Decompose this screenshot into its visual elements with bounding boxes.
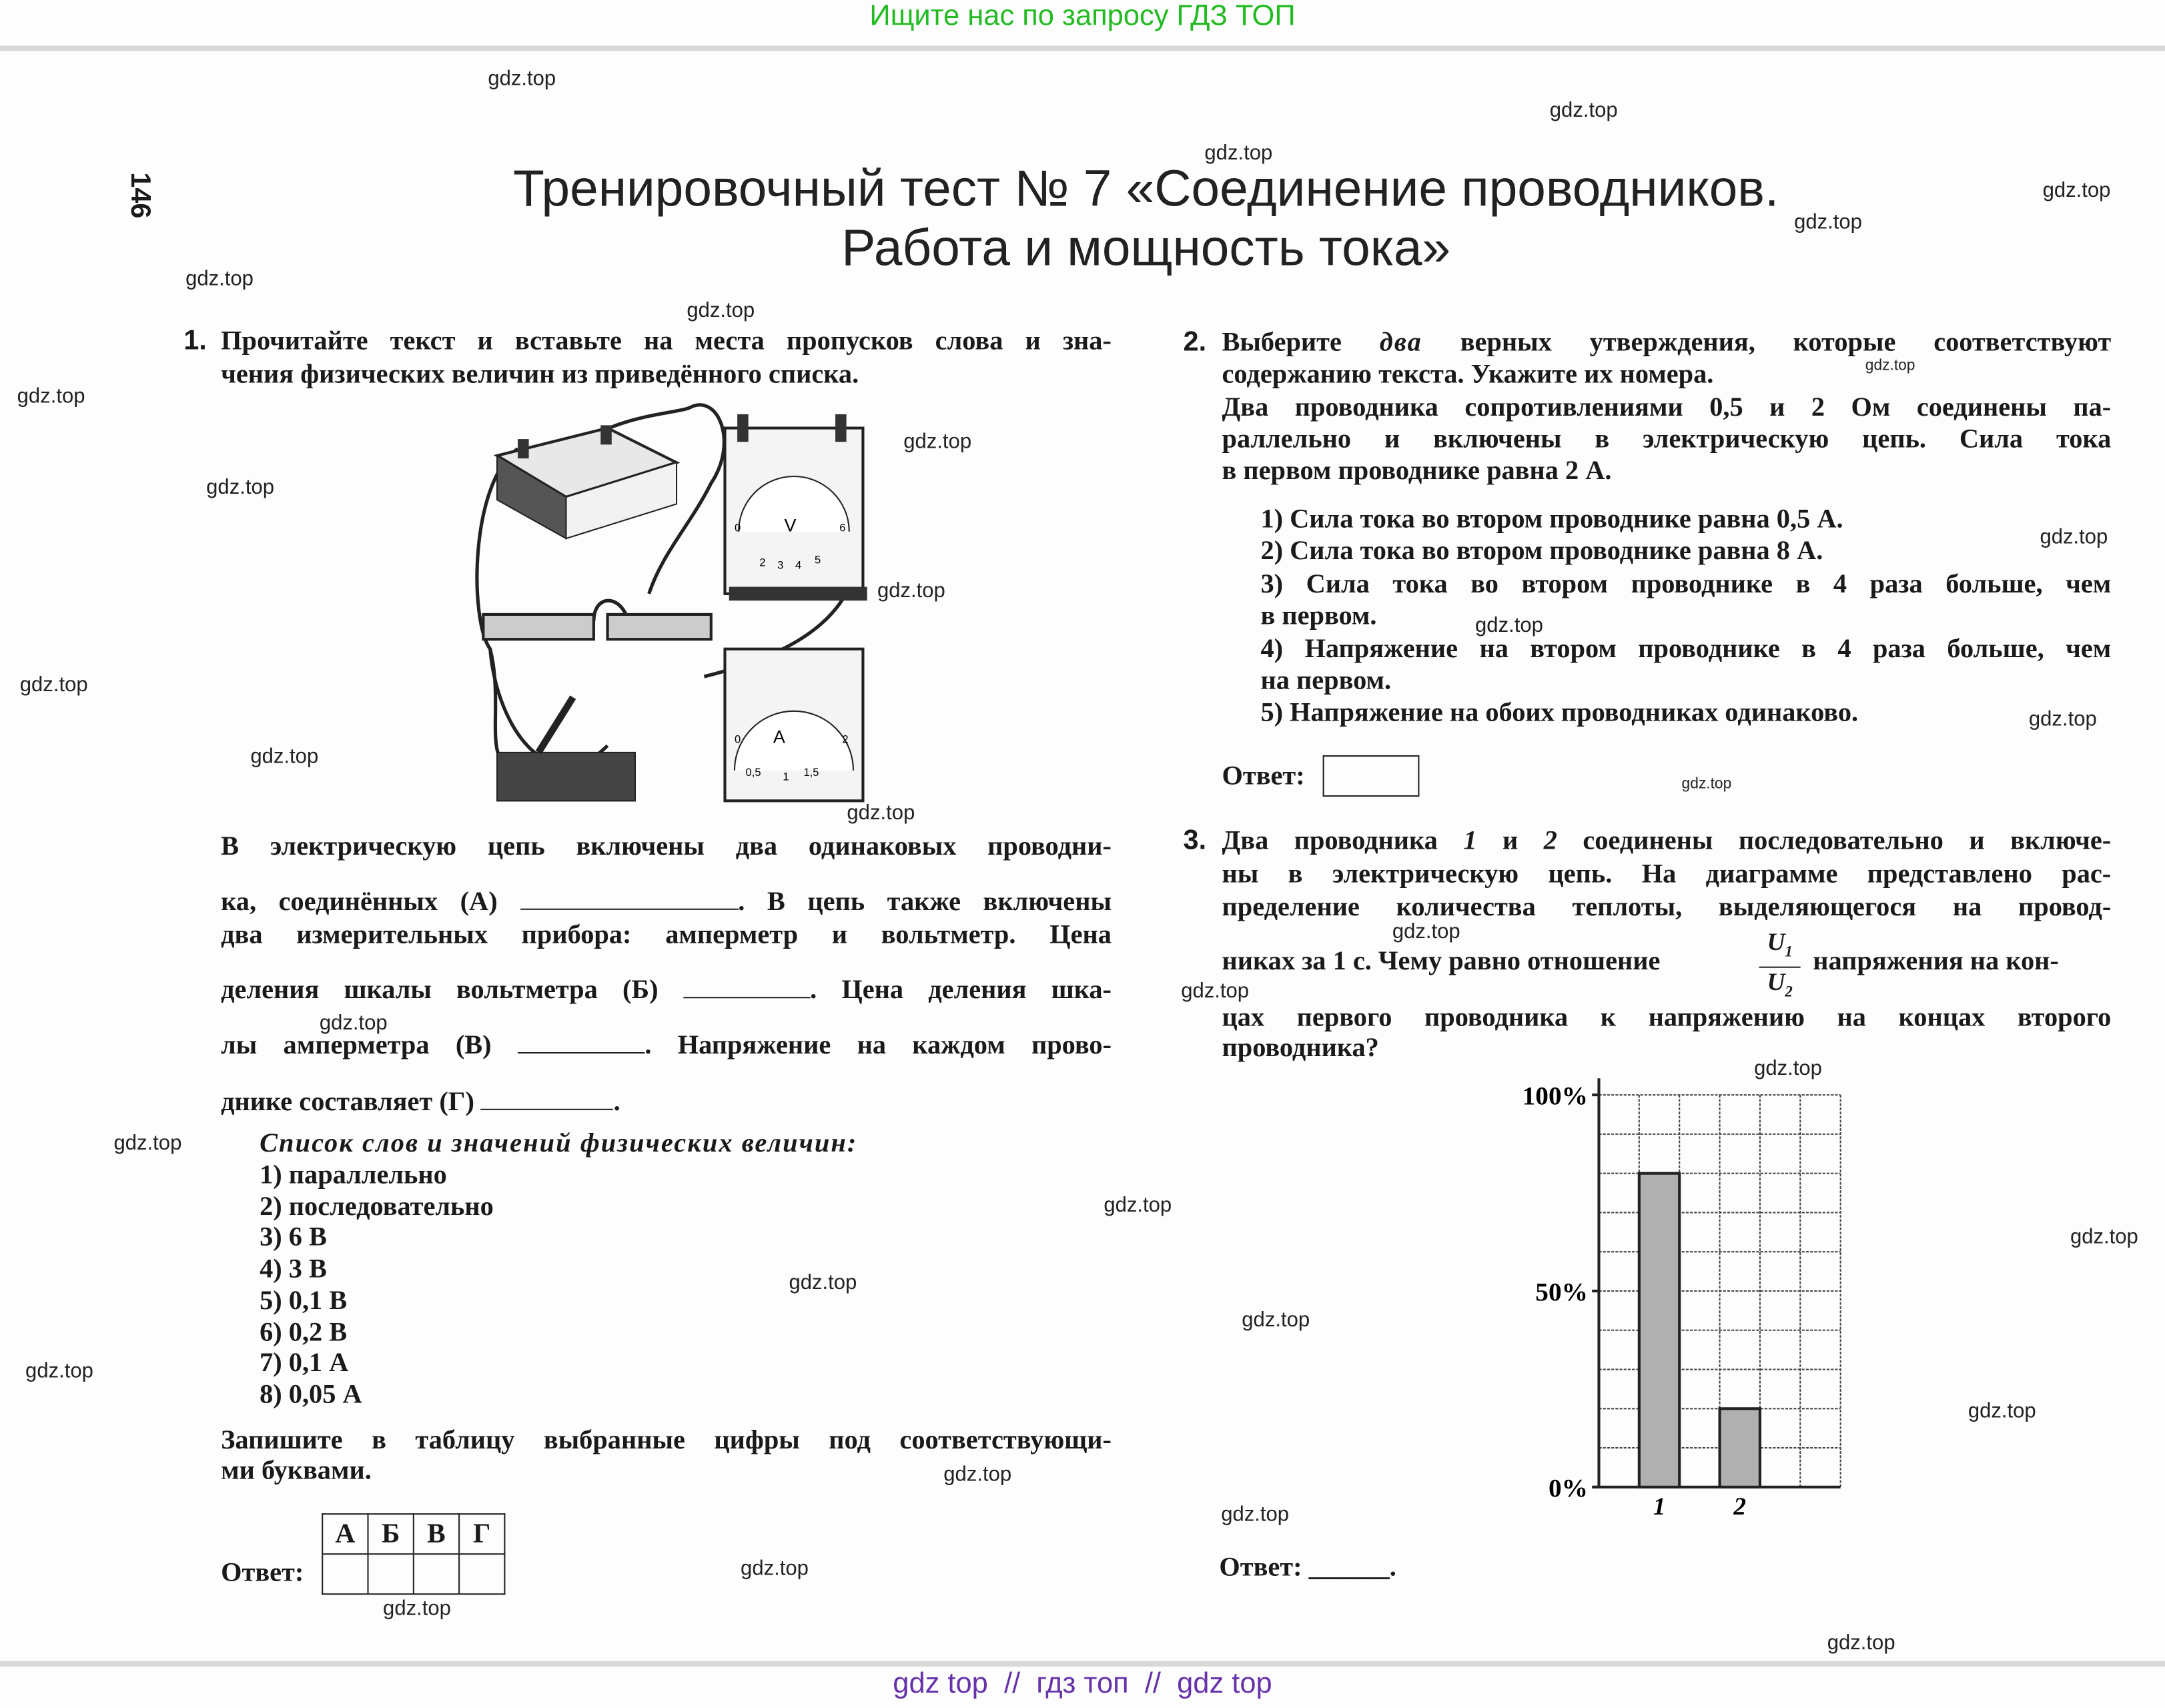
task3-answer (1219, 1553, 1396, 1584)
task3-answer-label: Ответ: (1219, 1553, 1309, 1583)
top-banner[interactable]: Ищите нас по запросу ГДЗ ТОП (869, 0, 1296, 32)
frac-den: U (1767, 967, 1785, 995)
list-title: Список слов и значений физических величин: (260, 1129, 858, 1159)
voltage-ratio-fraction (1759, 928, 1801, 1005)
watermark-text[interactable]: gdz.top (319, 1011, 388, 1035)
watermark-text[interactable]: gdz.top (847, 801, 915, 825)
watermark-text[interactable]: gdz.top (25, 1359, 93, 1383)
task1-text-4 (221, 976, 1112, 1007)
task3-text-4a: никах за 1 с. Чему равно отношение (1222, 947, 1661, 977)
title-line-1: Тренировочный тест № 7 «Соединение проводников. (513, 160, 1779, 217)
voltmeter-scale-6: 6 (839, 521, 846, 534)
table-header-b: Б (368, 1514, 414, 1554)
task3-number: 3. (1183, 825, 1207, 857)
text-a-post: . В цепь также включены (738, 887, 1112, 917)
watermark-text[interactable]: gdz.top (1827, 1631, 1895, 1655)
battery-icon (497, 425, 677, 538)
table-cell-v[interactable] (414, 1554, 459, 1594)
answer-table (322, 1513, 505, 1595)
watermark-text[interactable]: gdz.top (19, 673, 88, 697)
voltmeter-icon (725, 414, 867, 600)
word-list-item: 1) параллельно (260, 1161, 447, 1190)
watermark-text[interactable]: gdz.top (2070, 1225, 2138, 1249)
heat-distribution-chart (1505, 1063, 1864, 1533)
table-header-a: А (322, 1514, 368, 1554)
task3-text-1 (1222, 827, 2112, 858)
task2-text-3: в первом проводнике равна 2 А. (1222, 457, 1612, 486)
bar-conductor-2 (1720, 1408, 1760, 1487)
watermark-text[interactable]: gdz.top (206, 475, 275, 500)
task2-option-3: 3) Сила тока во втором проводнике в 4 раза больше, чем (1260, 570, 2112, 600)
watermark-text[interactable]: gdz.top (943, 1462, 1012, 1486)
x-tick-label: 2 (1733, 1493, 1747, 1521)
bottom-banner[interactable]: gdz top // гдз топ // gdz top (893, 1667, 1272, 1700)
voltmeter-scale-3: 3 (777, 558, 784, 572)
ammeter-scale-1: 1 (783, 770, 789, 783)
task2-text-1: Два проводника сопротивлениями 0,5 и 2 Ом соединены па- (1222, 393, 2112, 423)
word-list-item: 4) 3 В (260, 1255, 327, 1284)
task1-text-1: В электрическую цепь включены два одинаковых проводни- (221, 832, 1112, 862)
task2-option-5: 5) Напряжение на обоих проводниках одинаково. (1260, 699, 1859, 728)
task1-answer-label: Ответ: (221, 1559, 304, 1588)
table-cell-a[interactable] (322, 1554, 368, 1594)
task2-number: 2. (1183, 327, 1207, 358)
blank-g[interactable] (481, 1090, 614, 1110)
watermark-text[interactable]: gdz.top (2040, 525, 2108, 549)
watermark-text[interactable]: gdz.top (1242, 1308, 1310, 1332)
resistor-icons (483, 614, 711, 639)
task2-intro-2: содержанию текста. Укажите их номера. (1222, 360, 1714, 390)
watermark-text[interactable]: gdz.top (1204, 141, 1273, 165)
watermark-text[interactable]: gdz.top (1392, 920, 1460, 944)
text-g-pre: днике составляет (Г) (221, 1088, 474, 1118)
table-header-g: Г (459, 1514, 504, 1554)
word-list-item: 2) последовательно (260, 1192, 494, 1222)
task1-text-3: два измерительных прибора: амперметр и вольтметр. Цена (221, 921, 1112, 950)
task3-answer-blank[interactable]: ______. (1308, 1553, 1396, 1583)
voltmeter-scale-0: 0 (734, 521, 741, 534)
watermark-text[interactable]: gdz.top (1549, 98, 1618, 123)
word-list-item: 3) 6 В (260, 1224, 327, 1253)
watermark-text[interactable]: gdz.top (1221, 1503, 1290, 1527)
task2-answer-label: Ответ: (1222, 762, 1305, 791)
task3-text-4b: напряжения на кон- (1813, 947, 2059, 977)
table-instruction-1: Запишите в таблицу выбранные цифры под соответствующи- (221, 1426, 1112, 1456)
text-v-pre: лы амперметра (В) (221, 1031, 492, 1061)
task2-option-4: 4) Напряжение на втором проводнике в 4 раза больше, чем (1260, 634, 2112, 665)
ammeter-scale-15: 1,5 (803, 766, 819, 779)
watermark-text[interactable]: gdz.top (2028, 707, 2097, 731)
blank-b[interactable] (683, 977, 810, 998)
task3-text-3: пределение количества теплоты, выделяющегося на провод- (1222, 893, 2112, 923)
t3-n1: 1 (1463, 827, 1477, 857)
x-tick-label: 1 (1653, 1493, 1666, 1521)
watermark-text[interactable]: gdz.top (383, 1597, 451, 1621)
ammeter-symbol: A (773, 727, 785, 747)
ammeter-scale-05: 0,5 (745, 766, 761, 779)
ammeter-scale-2: 2 (842, 733, 849, 746)
t3-a: Два проводника (1222, 827, 1464, 857)
task1-text-6 (221, 1088, 620, 1119)
word-list-item: 7) 0,1 А (260, 1349, 349, 1378)
watermark-text[interactable]: gdz.top (185, 267, 254, 291)
task1-number: 1. (183, 326, 207, 356)
voltmeter-scale-5: 5 (815, 553, 821, 566)
watermark-text[interactable]: gdz.top (1681, 776, 1732, 793)
task1-intro-2: чения физических величин из приведённого списка. (221, 360, 859, 390)
watermark-text[interactable]: gdz.top (1794, 210, 1862, 234)
text-a-pre: ка, соединённых (А) (221, 887, 498, 917)
task1-text-2 (221, 888, 1112, 919)
task2-option-2: 2) Сила тока во втором проводнике равна 8 А. (1260, 537, 1823, 566)
watermark-text[interactable]: gdz.top (741, 1557, 809, 1581)
text-b-post: . Цена деления шка- (810, 976, 1112, 1005)
task3-text-5: цах первого проводника к напряжению на концах второго (1222, 1003, 2112, 1033)
bar-conductor-1 (1639, 1174, 1679, 1487)
task2-option-1: 1) Сила тока во втором проводнике равна 0,5 А. (1260, 505, 1843, 534)
blank-a[interactable] (520, 889, 738, 910)
watermark-text[interactable]: gdz.top (488, 67, 556, 91)
ammeter-icon (725, 649, 863, 801)
word-list-item: 5) 0,1 В (260, 1286, 348, 1316)
page-number: 146 (124, 172, 155, 219)
task2-intro-1 (1222, 329, 2112, 360)
watermark-text[interactable]: gdz.top (1104, 1194, 1172, 1218)
task2-text-2: раллельно и включены в электрическую цепь. Сила тока (1222, 425, 2112, 454)
text-v-post: . Напряжение на каждом прово- (644, 1031, 1112, 1061)
task1-intro-1: Прочитайте текст и вставьте на места пропусков слова и зна- (221, 327, 1112, 356)
watermark-text[interactable]: gdz.top (1754, 1057, 1822, 1081)
table-header-v: В (414, 1514, 459, 1554)
bottom-divider (0, 1661, 2165, 1667)
circuit-figure (442, 400, 897, 815)
watermark-text[interactable]: gdz.top (250, 745, 319, 769)
watermark-text[interactable]: gdz.top (1475, 613, 1543, 638)
table-cell-b[interactable] (368, 1554, 414, 1594)
voltmeter-scale-4: 4 (795, 558, 802, 572)
watermark-text[interactable]: gdz.top (877, 579, 945, 603)
t3-b: и (1476, 827, 1544, 857)
task2-answer-box[interactable] (1323, 755, 1420, 797)
switch-icon (497, 697, 635, 801)
task2-option-3-cont: в первом. (1260, 602, 1377, 631)
task3-text-2: ны в электрическую цепь. На диаграмме представлено рас- (1222, 860, 2112, 889)
voltmeter-scale-2: 2 (759, 556, 766, 569)
table-cell-g[interactable] (459, 1554, 504, 1594)
watermark-text[interactable]: gdz.top (1181, 979, 1250, 1003)
voltmeter-symbol: V (784, 515, 797, 536)
t3-n2: 2 (1543, 827, 1557, 857)
word-list-item: 6) 0,2 В (260, 1318, 348, 1347)
watermark-text[interactable]: gdz.top (789, 1270, 857, 1295)
watermark-text[interactable]: gdz.top (903, 430, 972, 454)
word-list-item: 8) 0,05 А (260, 1380, 362, 1410)
watermark-text[interactable]: gdz.top (687, 299, 755, 323)
y-tick-label: 0% (1548, 1473, 1588, 1503)
top-divider (0, 45, 2165, 51)
watermark-text[interactable]: gdz.top (2042, 179, 2111, 203)
t3-c: соединены последовательно и включе- (1557, 827, 2112, 857)
watermark-text[interactable]: gdz.top (1968, 1399, 2036, 1423)
intro-emphasis: два (1379, 328, 1422, 358)
watermark-text[interactable]: gdz.top (17, 384, 85, 408)
y-tick-label: 50% (1535, 1277, 1588, 1307)
intro-pre: Выберите (1222, 328, 1380, 358)
frac-num: U (1767, 927, 1785, 956)
watermark-text[interactable]: gdz.top (1865, 358, 1915, 374)
text-g-post: . (613, 1088, 620, 1118)
frac-den-sub: 2 (1785, 983, 1793, 1000)
text-b-pre: деления шкалы вольтметра (Б) (221, 976, 659, 1005)
task2-option-4-cont: на первом. (1260, 667, 1392, 697)
ammeter-scale-0: 0 (734, 733, 741, 746)
title-line-2: Работа и мощность тока» (841, 220, 1451, 276)
task1-text-5 (221, 1031, 1112, 1062)
intro-post: верных утверждения, которые соответствуют (1422, 328, 2112, 358)
task3-text-6: проводника? (1222, 1034, 1379, 1063)
frac-num-sub: 1 (1785, 943, 1793, 961)
y-tick-label: 100% (1522, 1081, 1588, 1111)
table-instruction-2: ми буквами. (221, 1456, 372, 1486)
watermark-text[interactable]: gdz.top (113, 1131, 182, 1156)
blank-v[interactable] (518, 1033, 644, 1053)
